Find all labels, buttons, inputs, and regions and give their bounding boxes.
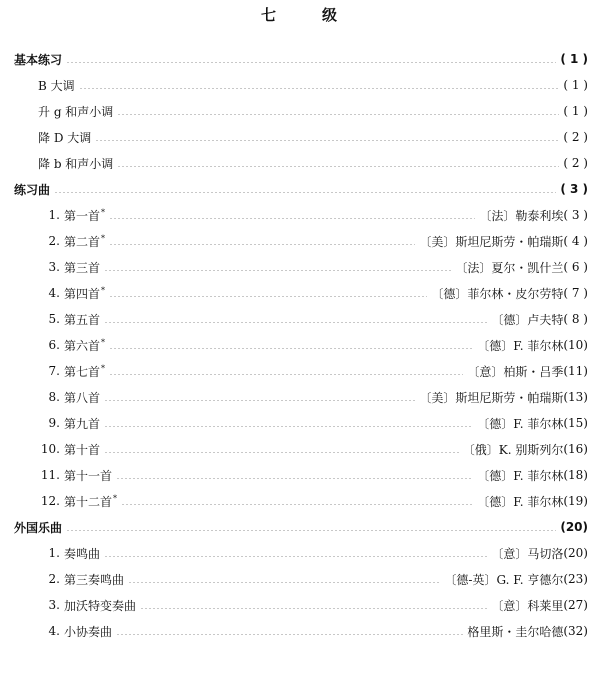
page-number: (27) bbox=[563, 598, 588, 612]
toc-entry-row[interactable] bbox=[0, 384, 600, 410]
toc-entry-row[interactable] bbox=[0, 228, 600, 254]
composer-name: 〔德〕F. 菲尔林 bbox=[477, 416, 564, 431]
entry-title bbox=[64, 311, 100, 328]
entry-title bbox=[64, 597, 136, 614]
entry-title bbox=[64, 337, 105, 354]
page-number: ( 4 ) bbox=[563, 234, 588, 248]
dot-leader bbox=[128, 582, 440, 583]
asterisk-mark: * bbox=[113, 493, 118, 503]
composer-name: 〔俄〕K. 别斯列尔 bbox=[462, 442, 564, 457]
entry-title-text: 第二首 bbox=[64, 234, 101, 249]
entry-title bbox=[64, 207, 105, 224]
composer-name: 〔法〕夏尔・凯什兰 bbox=[455, 260, 564, 275]
dot-leader bbox=[109, 218, 475, 219]
toc-entry-row[interactable] bbox=[0, 150, 600, 176]
entry-title bbox=[64, 441, 100, 458]
entry-number: 3. bbox=[48, 598, 60, 612]
entry-number: 10. bbox=[40, 442, 60, 456]
dot-leader bbox=[109, 244, 415, 245]
asterisk-mark: * bbox=[101, 337, 106, 347]
page-number: (23) bbox=[563, 572, 588, 586]
dot-leader bbox=[140, 608, 487, 609]
composer-name: 〔美〕斯坦尼斯劳・帕瑞斯 bbox=[419, 390, 564, 405]
toc-entry-row[interactable] bbox=[0, 618, 600, 644]
toc-entry-row[interactable] bbox=[0, 254, 600, 280]
entry-title-text: 第八首 bbox=[64, 390, 101, 405]
page-number: (20) bbox=[563, 546, 588, 560]
entry-number: 12. bbox=[40, 494, 60, 508]
toc-entry-row[interactable] bbox=[0, 98, 600, 124]
entry-title-text: 加沃特变奏曲 bbox=[64, 598, 137, 613]
entry-title-text: 第三奏鸣曲 bbox=[64, 572, 125, 587]
toc-entry-row[interactable] bbox=[0, 202, 600, 228]
entry-number: 9. bbox=[48, 416, 60, 430]
entry-title bbox=[64, 415, 100, 432]
toc-entry-row[interactable] bbox=[0, 540, 600, 566]
section-title: 基本练习 bbox=[14, 52, 63, 67]
toc-entry-row[interactable] bbox=[0, 124, 600, 150]
toc-entry-row[interactable] bbox=[0, 566, 600, 592]
entry-title bbox=[38, 103, 113, 120]
dot-leader bbox=[104, 400, 415, 401]
entry-number: 5. bbox=[48, 312, 60, 326]
entry-title-text: 降 D 大调 bbox=[38, 130, 92, 145]
page-number: (18) bbox=[563, 468, 588, 482]
composer-name: 〔德〕F. 菲尔林 bbox=[477, 494, 564, 509]
entry-number: 7. bbox=[48, 364, 60, 378]
entry-number: 2. bbox=[48, 572, 60, 586]
dot-leader bbox=[104, 556, 487, 557]
dot-leader bbox=[66, 530, 556, 531]
page-number: (15) bbox=[563, 416, 588, 430]
composer-name: 〔德〕卢夫特 bbox=[491, 312, 564, 327]
dot-leader bbox=[116, 634, 463, 635]
table-of-contents bbox=[0, 46, 600, 644]
dot-leader bbox=[109, 296, 427, 297]
dot-leader bbox=[104, 452, 459, 453]
entry-title bbox=[64, 363, 105, 380]
entry-title-text: 第五首 bbox=[64, 312, 101, 327]
entry-number: 4. bbox=[48, 286, 60, 300]
entry-number: 2. bbox=[48, 234, 60, 248]
composer-name: 〔美〕斯坦尼斯劳・帕瑞斯 bbox=[419, 234, 564, 249]
dot-leader bbox=[121, 504, 473, 505]
page-number: ( 1 ) bbox=[563, 104, 588, 118]
entry-title bbox=[38, 155, 113, 172]
entry-title-text: 第三首 bbox=[64, 260, 101, 275]
title-char-2: 级 bbox=[322, 6, 340, 24]
entry-number: 1. bbox=[48, 208, 60, 222]
toc-entry-row[interactable] bbox=[0, 436, 600, 462]
page-number: ( 6 ) bbox=[563, 260, 588, 274]
composer-name: 〔德〕F. 菲尔林 bbox=[477, 338, 564, 353]
dot-leader bbox=[104, 270, 451, 271]
toc-entry-row[interactable] bbox=[0, 306, 600, 332]
entry-title-text: 奏鸣曲 bbox=[64, 546, 101, 561]
toc-entry-row[interactable] bbox=[0, 488, 600, 514]
entry-title-text: 第六首 bbox=[64, 338, 101, 353]
toc-entry-row[interactable] bbox=[0, 72, 600, 98]
entry-title bbox=[64, 259, 100, 276]
composer-name: 〔意〕马切洛 bbox=[491, 546, 564, 561]
page-number: (11) bbox=[563, 364, 588, 378]
dot-leader bbox=[109, 374, 463, 375]
toc-section-row[interactable] bbox=[0, 176, 600, 202]
toc-entry-row[interactable] bbox=[0, 280, 600, 306]
entry-title bbox=[64, 467, 112, 484]
entry-title bbox=[64, 545, 100, 562]
toc-entry-row[interactable] bbox=[0, 462, 600, 488]
dot-leader bbox=[116, 478, 473, 479]
dot-leader bbox=[117, 114, 559, 115]
entry-title-text: 第十一首 bbox=[64, 468, 113, 483]
composer-name: 〔德〕F. 菲尔林 bbox=[477, 468, 564, 483]
entry-title bbox=[64, 389, 100, 406]
entry-title bbox=[64, 233, 105, 250]
entry-title-text: 第十二首 bbox=[64, 494, 113, 509]
entry-title-text: 第十首 bbox=[64, 442, 101, 457]
entry-number: 8. bbox=[48, 390, 60, 404]
toc-entry-row[interactable] bbox=[0, 332, 600, 358]
page-number: ( 3 ) bbox=[560, 182, 588, 196]
entry-title-text: 小协奏曲 bbox=[64, 624, 113, 639]
toc-section-row[interactable] bbox=[0, 514, 600, 540]
composer-name: 〔意〕柏斯・吕季 bbox=[467, 364, 564, 379]
title-char-1: 七 bbox=[260, 6, 278, 24]
entry-title-text: 第一首 bbox=[64, 208, 101, 223]
composer-name: 〔法〕勒泰利埃 bbox=[479, 208, 564, 223]
page-number: (10) bbox=[563, 338, 588, 352]
composer-name: 〔德-英〕G. F. 亨德尔 bbox=[444, 572, 564, 587]
dot-leader bbox=[66, 62, 556, 63]
entry-number: 11. bbox=[40, 468, 60, 482]
asterisk-mark: * bbox=[101, 285, 106, 295]
page-number: ( 2 ) bbox=[563, 130, 588, 144]
page-number: ( 1 ) bbox=[560, 52, 588, 66]
dot-leader bbox=[109, 348, 473, 349]
dot-leader bbox=[95, 140, 559, 141]
page-number: (32) bbox=[563, 624, 588, 638]
composer-name: 格里斯・圭尔哈德 bbox=[467, 624, 564, 639]
entry-title bbox=[38, 129, 91, 146]
dot-leader bbox=[117, 166, 559, 167]
composer-name: 〔意〕科莱里 bbox=[491, 598, 564, 613]
page-number: (20) bbox=[560, 520, 588, 534]
entry-title bbox=[38, 77, 75, 94]
page-number: ( 3 ) bbox=[563, 208, 588, 222]
page-number: ( 8 ) bbox=[563, 312, 588, 326]
entry-number: 3. bbox=[48, 260, 60, 274]
page-number: (16) bbox=[563, 442, 588, 456]
section-title: 练习曲 bbox=[14, 182, 51, 197]
entry-title bbox=[64, 571, 124, 588]
asterisk-mark: * bbox=[101, 233, 106, 243]
toc-entry-row[interactable] bbox=[0, 410, 600, 436]
entry-number: 6. bbox=[48, 338, 60, 352]
page-number: (19) bbox=[563, 494, 588, 508]
entry-title-text: 升 g 和声小调 bbox=[38, 104, 114, 119]
page-number: ( 2 ) bbox=[563, 156, 588, 170]
asterisk-mark: * bbox=[101, 363, 106, 373]
toc-entry-row[interactable] bbox=[0, 358, 600, 384]
dot-leader bbox=[54, 192, 556, 193]
toc-entry-row[interactable] bbox=[0, 592, 600, 618]
page-title bbox=[0, 4, 600, 25]
dot-leader bbox=[79, 88, 560, 89]
entry-title bbox=[64, 285, 105, 302]
dot-leader bbox=[104, 426, 473, 427]
entry-title-text: 第四首 bbox=[64, 286, 101, 301]
entry-title-text: 第九首 bbox=[64, 416, 101, 431]
page-number: ( 7 ) bbox=[563, 286, 588, 300]
entry-title-text: B 大调 bbox=[38, 78, 75, 93]
section-title: 外国乐曲 bbox=[14, 520, 63, 535]
composer-name: 〔德〕菲尔林・皮尔劳特 bbox=[431, 286, 564, 301]
entry-number: 4. bbox=[48, 624, 60, 638]
page-number: (13) bbox=[563, 390, 588, 404]
entry-title bbox=[64, 623, 112, 640]
dot-leader bbox=[104, 322, 487, 323]
entry-title-text: 降 b 和声小调 bbox=[38, 156, 114, 171]
page-number: ( 1 ) bbox=[563, 78, 588, 92]
entry-title-text: 第七首 bbox=[64, 364, 101, 379]
entry-number: 1. bbox=[48, 546, 60, 560]
toc-section-row[interactable] bbox=[0, 46, 600, 72]
asterisk-mark: * bbox=[101, 207, 106, 217]
entry-title bbox=[64, 493, 117, 510]
